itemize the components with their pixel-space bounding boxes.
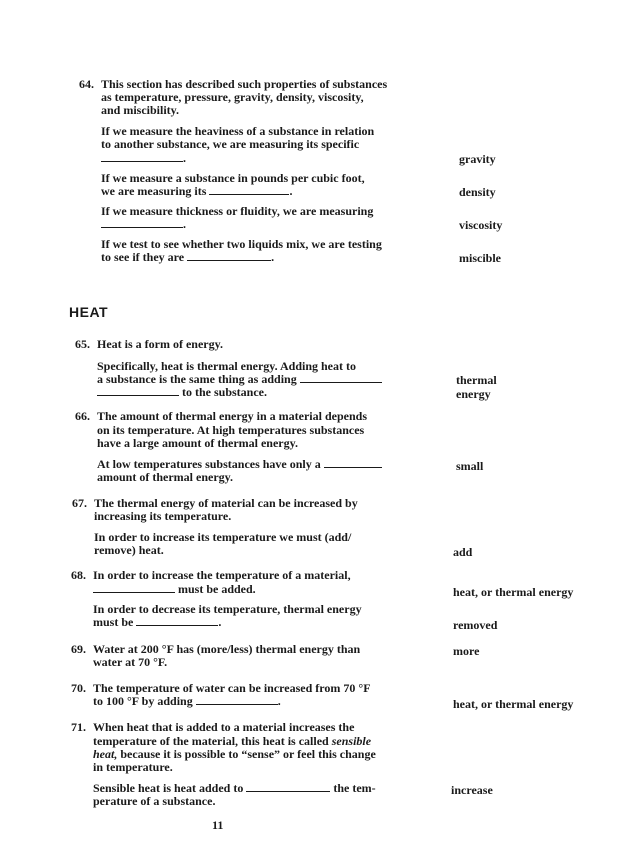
question-text: have a large amount of thermal energy. <box>97 436 298 450</box>
question-text: increasing its temperature. <box>94 509 232 523</box>
prompt-blank-line: to 100 °F by adding . <box>93 694 281 708</box>
answer-text: heat, or thermal energy <box>453 585 574 599</box>
answer-blank <box>101 152 183 162</box>
prompt-text: If we measure the heaviness of a substance in relation <box>101 124 375 138</box>
question-number: 68. <box>71 568 86 582</box>
page-number: 11 <box>212 818 224 832</box>
question-text: In order to increase the temperature of a material, <box>93 568 351 582</box>
prompt-text: In order to increase its temperature we must (add/ <box>94 530 352 544</box>
answer-blank <box>101 218 183 228</box>
prompt-blank-line: we are measuring its . <box>101 184 293 198</box>
question-text: When heat that is added to a material increases the <box>93 720 355 734</box>
question-text: on its temperature. At high temperatures substances <box>97 423 365 437</box>
answer-blank <box>187 251 271 261</box>
prompt-blank-line: must be . <box>93 615 222 629</box>
question-text: The thermal energy of material can be increased by <box>94 496 358 510</box>
prompt-text: In order to decrease its temperature, thermal energy <box>93 602 362 616</box>
prompt-text: remove) heat. <box>94 543 164 557</box>
question-number: 65. <box>75 337 90 351</box>
question-text: heat, because it is possible to “sense” or feel this change <box>93 747 376 761</box>
answer-blank <box>97 386 179 396</box>
section-heading: HEAT <box>69 304 109 320</box>
question-text: temperature of the material, this heat is called sensible <box>93 734 372 748</box>
prompt-blank-line: must be added. <box>93 583 256 596</box>
question-number: 70. <box>71 681 86 695</box>
question-text: Heat is a form of energy. <box>97 337 223 351</box>
prompt-blank-line: to see if they are . <box>101 250 275 264</box>
prompt-blank-line: to the substance. <box>97 386 267 399</box>
answer-text: more <box>453 644 480 658</box>
question-number: 71. <box>71 720 86 734</box>
prompt-blank-line: . <box>101 152 186 165</box>
question-text: in temperature. <box>93 760 173 774</box>
prompt-text: If we test to see whether two liquids mix, we are testing <box>101 237 382 251</box>
question-text: and miscibility. <box>101 103 180 117</box>
answer-blank <box>93 583 175 593</box>
answer-blank <box>209 185 289 195</box>
question-text: The temperature of water can be increased from 70 °F <box>93 681 371 695</box>
question-number: 69. <box>71 642 86 656</box>
prompt-blank-line: a substance is the same thing as adding <box>97 373 382 386</box>
prompt-blank-line: Sensible heat is heat added to the tem- <box>93 781 376 795</box>
answer-text: small <box>456 459 484 473</box>
prompt-blank-line: At low temperatures substances have only a <box>97 458 382 471</box>
question-number: 66. <box>75 409 90 423</box>
prompt-blank-line: . <box>101 218 186 231</box>
answer-text: energy <box>456 387 491 401</box>
answer-blank <box>324 458 382 468</box>
question-number: 64. <box>79 77 94 91</box>
answer-text: increase <box>451 783 493 797</box>
question-text: water at 70 °F. <box>93 655 168 669</box>
prompt-text: to another substance, we are measuring its specific <box>101 137 360 151</box>
answer-blank <box>300 373 382 383</box>
prompt-text: Specifically, heat is thermal energy. Adding heat to <box>97 359 356 373</box>
prompt-text: perature of a substance. <box>93 794 216 808</box>
question-text: Water at 200 °F has (more/less) thermal energy than <box>93 642 361 656</box>
answer-text: thermal <box>456 373 497 387</box>
answer-text: heat, or thermal energy <box>453 697 574 711</box>
answer-text: gravity <box>459 152 496 166</box>
prompt-text: If we measure a substance in pounds per cubic foot, <box>101 171 365 185</box>
answer-text: density <box>459 185 496 199</box>
answer-blank <box>246 782 330 792</box>
question-number: 67. <box>72 496 87 510</box>
answer-text: viscosity <box>459 218 503 232</box>
answer-blank <box>196 695 278 705</box>
answer-blank <box>136 616 218 626</box>
question-text: as temperature, pressure, gravity, density, viscosity, <box>101 90 364 104</box>
question-text: This section has described such properties of substances <box>101 77 388 91</box>
prompt-text: If we measure thickness or fluidity, we are measuring <box>101 204 374 218</box>
prompt-text: amount of thermal energy. <box>97 470 233 484</box>
answer-text: add <box>453 545 473 559</box>
answer-text: removed <box>453 618 498 632</box>
answer-text: miscible <box>459 251 501 265</box>
question-text: The amount of thermal energy in a material depends <box>97 409 367 423</box>
